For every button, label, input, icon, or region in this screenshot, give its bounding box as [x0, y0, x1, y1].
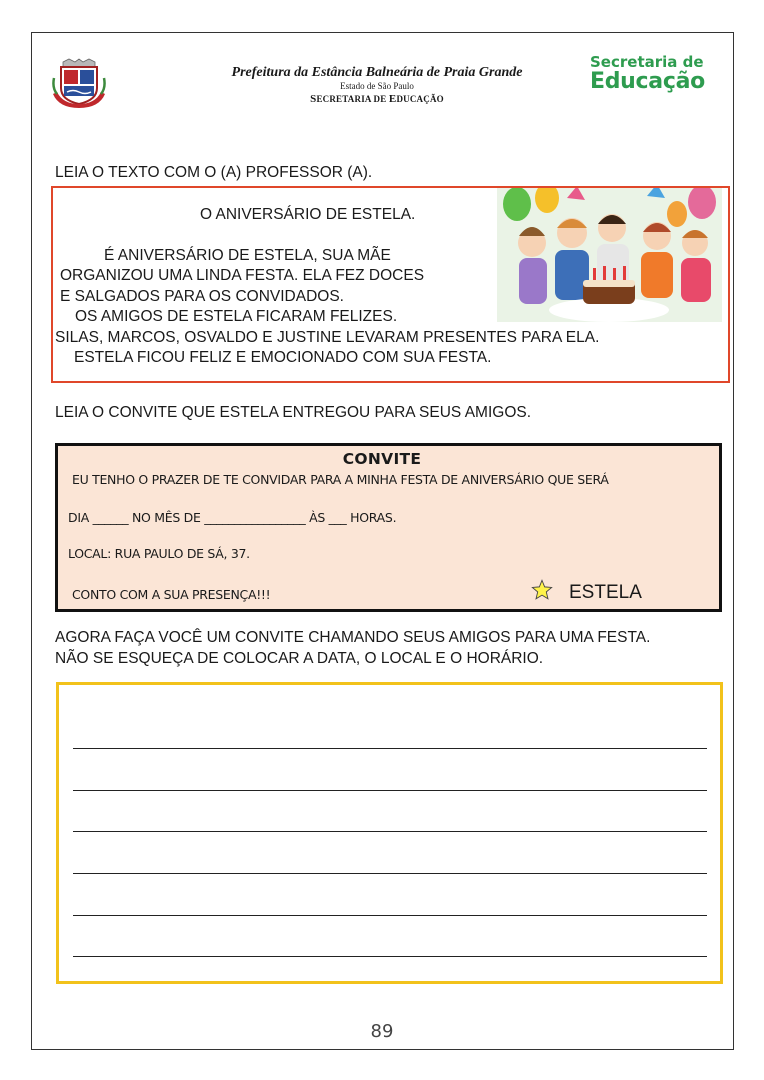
instruction-read-invitation: LEIA O CONVITE QUE ESTELA ENTREGOU PARA SEUS AMIGOS. [55, 404, 532, 421]
instruction-make-invitation-1: AGORA FAÇA VOCÊ UM CONVITE CHAMANDO SEUS AMIGOS PARA UMA FESTA. [55, 629, 651, 646]
header-text [180, 64, 574, 106]
city-crest-logo [51, 58, 107, 110]
story-line: É ANIVERSÁRIO DE ESTELA, SUA MÃE [104, 247, 391, 264]
story-line: ESTELA FICOU FELIZ E EMOCIONADO COM SUA FESTA. [74, 349, 492, 366]
invitation-signature: ESTELA [569, 582, 642, 603]
invitation-line: CONTO COM A SUA PRESENÇA!!! [72, 587, 271, 602]
instruction-read-text: LEIA O TEXTO COM O (A) PROFESSOR (A). [55, 164, 373, 181]
star-icon [531, 579, 553, 601]
writing-line[interactable] [73, 790, 707, 791]
writing-line[interactable] [73, 873, 707, 874]
writing-line[interactable] [73, 956, 707, 957]
story-line: OS AMIGOS DE ESTELA FICARAM FELIZES. [75, 308, 398, 325]
writing-line[interactable] [73, 915, 707, 916]
invitation-line: EU TENHO O PRAZER DE TE CONVIDAR PARA A MINHA FESTA DE ANIVERSÁRIO QUE SERÁ [72, 472, 609, 487]
story-line: SILAS, MARCOS, OSVALDO E JUSTINE LEVARAM PRESENTES PARA ELA. [55, 329, 600, 346]
writing-line[interactable] [73, 748, 707, 749]
story-line: E SALGADOS PARA OS CONVIDADOS. [60, 288, 344, 305]
story-line: ORGANIZOU UMA LINDA FESTA. ELA FEZ DOCES [60, 267, 425, 284]
prefecture-title: Prefeitura da Estância Balneária de Praia Grande [231, 65, 523, 80]
invitation-title: CONVITE [342, 450, 422, 468]
page-number: 89 [370, 1021, 394, 1042]
answer-box[interactable] [56, 682, 723, 984]
writing-line[interactable] [73, 831, 707, 832]
secretariat-name: SECRETARIA DE EDUCAÇÃO [310, 93, 444, 105]
invitation-line: LOCAL: RUA PAULO DE SÁ, 37. [68, 546, 250, 561]
instruction-make-invitation-2: NÃO SE ESQUEÇA DE COLOCAR A DATA, O LOCAL E O HORÁRIO. [55, 650, 544, 667]
invitation-line: DIA ______ NO MÊS DE _________________ ÀS ___ HORAS. [68, 510, 397, 525]
birthday-party-illustration [497, 188, 722, 322]
state-subtitle: Estado de São Paulo [340, 81, 414, 91]
secretaria-educacao-logo: Secretaria de Educação [590, 53, 705, 94]
story-title: O ANIVERSÁRIO DE ESTELA. [200, 206, 416, 223]
